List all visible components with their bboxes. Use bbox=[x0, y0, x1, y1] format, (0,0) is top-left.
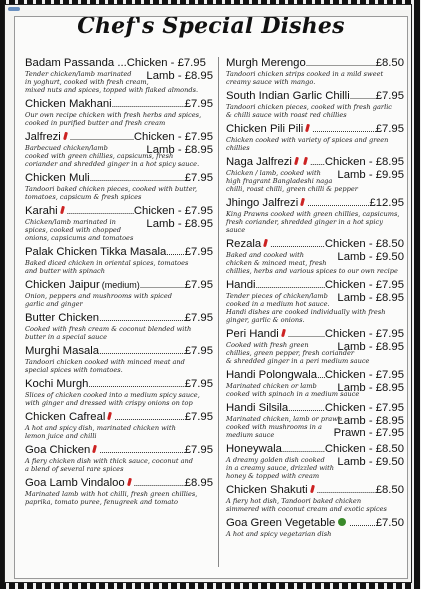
dish-name: Handi Polongwala bbox=[226, 369, 318, 381]
dish-price: £7.95 bbox=[184, 378, 213, 390]
leader-dots bbox=[166, 246, 184, 259]
menu-item bbox=[226, 123, 404, 152]
leader-dots bbox=[349, 517, 375, 530]
dish-description: coriander and shredded ginger in a hot spicy sauce. bbox=[25, 160, 200, 168]
dish-description: in yoghurt, cooked with fresh cream, bbox=[25, 78, 149, 86]
dish-description: Marinated chicken, lamb or prawn bbox=[226, 415, 343, 423]
dish-price: £7.95 bbox=[184, 279, 213, 291]
dish-price: £7.95 bbox=[184, 345, 213, 357]
dish-description: Chicken/lamb marinated in bbox=[25, 218, 116, 226]
dish-name: Kochi Murgh bbox=[25, 378, 89, 390]
dish-name: Goa Lamb Vindaloo bbox=[25, 477, 125, 489]
dish-name: Chicken Makhani bbox=[25, 98, 112, 110]
dish-description: mixed nuts and spices, topped with flaked almonds. bbox=[25, 86, 199, 94]
leader-dots bbox=[288, 328, 325, 341]
menu-item-header bbox=[25, 246, 213, 259]
menu-item-header bbox=[226, 156, 404, 169]
leader-dots bbox=[350, 90, 376, 103]
page-title: Chef's Special Dishes bbox=[77, 16, 345, 39]
dish-price: Chicken - £8.50 bbox=[324, 238, 404, 250]
column-divider bbox=[218, 57, 219, 567]
dish-name: Chicken Jaipur bbox=[25, 279, 100, 291]
menu-item-header bbox=[25, 172, 213, 185]
leader-dots bbox=[99, 345, 185, 358]
dish-description: A hot and spicy dish, marinated chicken with bbox=[25, 424, 176, 432]
dish-price-variant: Lamb - £9.50 bbox=[337, 456, 404, 468]
menu-item bbox=[226, 197, 404, 234]
menu-item bbox=[226, 279, 404, 324]
menu-item bbox=[226, 484, 404, 513]
menu-item bbox=[226, 517, 404, 538]
menu-page bbox=[14, 16, 408, 579]
menu-item-header bbox=[226, 123, 404, 136]
menu-item bbox=[25, 246, 213, 275]
right-column bbox=[226, 57, 404, 542]
dish-price: Chicken - £7.95 bbox=[133, 131, 213, 143]
dish-description: garlic and ginger bbox=[25, 300, 83, 308]
menu-item-header bbox=[25, 98, 213, 111]
dish-description: Tandoori chicken strips cooked in a mild sweet bbox=[226, 70, 384, 78]
dish-description: butter in a special sauce bbox=[25, 333, 107, 341]
dish-name: Jalfrezi bbox=[25, 131, 61, 143]
dish-description: onions, capsicums and tomatoes bbox=[25, 234, 134, 242]
dish-description: chillies, green pepper, fresh coriander bbox=[226, 349, 355, 357]
dish-price: Chicken - £8.95 bbox=[324, 156, 404, 168]
dish-name: Jhingo Jalfrezi bbox=[226, 197, 299, 209]
dish-name: Palak Chicken Tikka Masala bbox=[25, 246, 167, 258]
dish-description: Baked diced chicken in oriental spices, tomatoes bbox=[25, 259, 189, 267]
dish-description: honey & topped with cream bbox=[226, 472, 320, 480]
dish-description: chilli, roast chilli, green chilli & pepper bbox=[226, 185, 358, 193]
dish-description: A dreamy golden dish cooked bbox=[226, 456, 325, 464]
dish-price: Chicken - £7.95 bbox=[324, 369, 404, 381]
dish-name: Murghi Masala bbox=[25, 345, 100, 357]
dish-price: Chicken - £8.50 bbox=[324, 443, 404, 455]
leader-dots bbox=[90, 172, 185, 185]
chilli-icon bbox=[305, 124, 310, 132]
dish-description: a blend of several rare spices bbox=[25, 465, 124, 473]
menu-item bbox=[25, 131, 213, 168]
dish-price-variant: Lamb - £8.95 bbox=[337, 292, 404, 304]
chilli-icon bbox=[294, 157, 299, 165]
menu-item-header bbox=[226, 57, 404, 70]
menu-item bbox=[25, 411, 213, 440]
dish-price-variant: Lamb - £8.95 bbox=[146, 218, 213, 230]
leader-dots bbox=[70, 131, 134, 144]
chilli-icon bbox=[107, 412, 112, 420]
menu-frame bbox=[4, 4, 412, 583]
menu-item bbox=[25, 98, 213, 127]
dish-name: Butter Chicken bbox=[25, 312, 100, 324]
dish-name: Honeywala bbox=[226, 443, 282, 455]
leader-dots bbox=[317, 484, 376, 497]
menu-item bbox=[226, 156, 404, 193]
menu-item bbox=[226, 90, 404, 119]
dish-description: and butter with spinach bbox=[25, 267, 105, 275]
menu-item-header bbox=[25, 345, 213, 358]
leader-dots bbox=[317, 369, 325, 382]
dish-price-variant: Lamb - £8.95 bbox=[146, 144, 213, 156]
dish-description: Baked and cooked with bbox=[226, 251, 304, 259]
menu-item bbox=[226, 238, 404, 275]
dish-description: chicken & minced meat, fresh bbox=[226, 259, 327, 267]
dish-price: £7.95 bbox=[184, 444, 213, 456]
dish-price: £7.95 bbox=[375, 90, 404, 102]
dish-price: £7.95 bbox=[184, 98, 213, 110]
dish-name: Badam Passanda ...Chicken - £7.95 bbox=[25, 57, 206, 69]
dish-description: Tandoori baked chicken pieces, cooked with butter, bbox=[25, 185, 198, 193]
dish-price: Chicken - £7.95 bbox=[324, 402, 404, 414]
dish-description: Tandoori chicken cooked with minced meat and bbox=[25, 358, 185, 366]
menu-item-header bbox=[25, 131, 213, 144]
dish-description: A hot and spicy vegetarian dish bbox=[226, 530, 332, 538]
menu-item-header bbox=[226, 238, 404, 251]
dish-name: Rezala bbox=[226, 238, 262, 250]
menu-item-header bbox=[226, 402, 404, 415]
dish-price: £7.95 bbox=[184, 411, 213, 423]
dish-description: & chilli sauce with roast red chillies bbox=[226, 111, 347, 119]
leader-dots bbox=[270, 238, 325, 251]
dish-description: high fragrant Bangladeshi naga bbox=[226, 177, 333, 185]
dish-name: Handi bbox=[226, 279, 256, 291]
dish-description: Marinated lamb with hot chilli, fresh green chillies, bbox=[25, 490, 198, 498]
dish-description: with ginger and dressed with crispy onions on top bbox=[25, 399, 193, 407]
menu-item bbox=[25, 312, 213, 341]
dish-description: Slices of chicken cooked into a medium spicy sauce, bbox=[25, 391, 200, 399]
menu-item bbox=[25, 477, 213, 506]
menu-item-header bbox=[25, 411, 213, 424]
dish-price: £8.50 bbox=[375, 484, 404, 496]
menu-item-header bbox=[25, 279, 213, 292]
chilli-icon bbox=[281, 329, 286, 337]
chilli-icon bbox=[127, 478, 132, 486]
dish-price: £7.50 bbox=[375, 517, 404, 529]
menu-item-header bbox=[25, 312, 213, 325]
dish-name: Chicken Pili Pili bbox=[226, 123, 304, 135]
menu-item-header bbox=[25, 57, 213, 70]
dish-name: Handi Silsila bbox=[226, 402, 289, 414]
dish-description: ginger, garlic & onions. bbox=[226, 316, 305, 324]
dish-price-variant: Lamb - £9.95 bbox=[337, 169, 404, 181]
dish-name: Chicken Shakuti bbox=[226, 484, 308, 496]
dish-description: & shredded ginger in a peri medium sauce bbox=[226, 357, 370, 365]
dish-description: Chicken / lamb, cooked with bbox=[226, 169, 321, 177]
dish-price: £8.50 bbox=[375, 57, 404, 69]
menu-item-header bbox=[226, 279, 404, 292]
dish-description: Cooked with fresh green bbox=[226, 341, 309, 349]
leader-dots bbox=[134, 477, 185, 490]
dish-name: Karahi bbox=[25, 205, 58, 217]
menu-item bbox=[25, 57, 213, 94]
dish-name: South Indian Garlic Chilli bbox=[226, 90, 350, 102]
dish-description: medium sauce bbox=[226, 431, 275, 439]
leader-dots bbox=[282, 443, 325, 456]
left-column bbox=[25, 57, 213, 510]
leader-dots bbox=[99, 312, 185, 325]
dish-price: Chicken - £7.95 bbox=[324, 328, 404, 340]
dish-description: A fiery chicken dish with thick sauce, coconut and bbox=[25, 457, 194, 465]
dish-description: cooked with green chillies, capsicums, fresh bbox=[25, 152, 174, 160]
dish-name: Murgh Merengo bbox=[226, 57, 306, 69]
dish-description: chillies, herbs and various spices to our own recipe bbox=[226, 267, 398, 275]
chilli-icon bbox=[310, 485, 315, 493]
dish-description: Marinated chicken or lamb bbox=[226, 382, 317, 390]
dish-description: Onion, peppers and mushrooms with spiced bbox=[25, 292, 172, 300]
leader-dots bbox=[312, 123, 375, 136]
dish-description: Barbecued chicken/lamb bbox=[25, 144, 108, 152]
dish-price: Chicken - £7.95 bbox=[133, 205, 213, 217]
dish-modifier: (medium) bbox=[101, 280, 140, 290]
dish-description: cooked in a medium hot sauce. bbox=[226, 300, 330, 308]
dish-description: Handi dishes are cooked individually with fresh bbox=[226, 308, 386, 316]
menu-item-header bbox=[25, 477, 213, 490]
menu-item-header bbox=[226, 517, 404, 530]
dish-description: Cooked with fresh cream & coconut blended with bbox=[25, 325, 192, 333]
chilli-icon bbox=[92, 445, 97, 453]
dish-description: A fiery hot dish, Tandoori baked chicken bbox=[226, 497, 362, 505]
leader-dots bbox=[307, 197, 369, 210]
dish-description: simmered with coconut cream and exotic spices bbox=[226, 505, 387, 513]
dish-description: Chicken cooked with variety of spices and green chillies bbox=[226, 136, 389, 152]
menu-item bbox=[226, 402, 404, 439]
vegetarian-icon bbox=[338, 518, 346, 526]
dish-description: in a creamy sauce, drizzled with bbox=[226, 464, 334, 472]
menu-item bbox=[25, 378, 213, 407]
dish-name: Peri Handi bbox=[226, 328, 279, 340]
dish-description: spices, cooked with chopped bbox=[25, 226, 121, 234]
menu-item bbox=[226, 328, 404, 365]
dish-description: lemon juice and chilli bbox=[25, 432, 97, 440]
dish-description: special spices with tomatoes. bbox=[25, 366, 123, 374]
dish-description: Tender pieces of chicken/lamb bbox=[226, 292, 328, 300]
leader-dots bbox=[112, 98, 185, 111]
dish-price-variant: Lamb - £8.95 bbox=[337, 382, 404, 394]
menu-item-header bbox=[226, 443, 404, 456]
dish-price: £7.95 bbox=[184, 246, 213, 258]
dish-description: creamy sauce with mango. bbox=[226, 78, 316, 86]
chilli-icon bbox=[300, 198, 305, 206]
dish-price: £12.95 bbox=[369, 197, 404, 209]
menu-item-header bbox=[226, 197, 404, 210]
dish-description: cooked with mushrooms in a bbox=[226, 423, 322, 431]
menu-item bbox=[25, 279, 213, 308]
menu-item-header bbox=[226, 90, 404, 103]
dish-price: £7.95 bbox=[184, 172, 213, 184]
dish-price-variant: Lamb - £8.95 bbox=[146, 70, 213, 82]
dish-price-variant: Lamb - £9.50 bbox=[337, 251, 404, 263]
dish-name: Goa Chicken bbox=[25, 444, 91, 456]
dish-description: paprika, tomato puree, fenugreek and tomato bbox=[25, 498, 178, 506]
dish-description: Our own recipe chicken with fresh herbs and spices, bbox=[25, 111, 202, 119]
menu-item-header bbox=[226, 369, 404, 382]
leader-dots bbox=[288, 402, 325, 415]
dish-description: cooked with spinach in a medium sauce bbox=[226, 390, 360, 398]
leader-dots bbox=[256, 279, 325, 292]
leader-dots bbox=[114, 411, 184, 424]
leader-dots bbox=[88, 378, 184, 391]
dish-price-variant: Prawn - £7.95 bbox=[333, 427, 404, 439]
menu-item bbox=[25, 205, 213, 242]
menu-item bbox=[25, 172, 213, 201]
chilli-icon bbox=[303, 157, 308, 165]
dish-name: Naga Jalfrezi bbox=[226, 156, 292, 168]
dish-description: Tandoori chicken pieces, cooked with fresh garlic bbox=[226, 103, 392, 111]
menu-item-header bbox=[25, 444, 213, 457]
dish-price: Chicken - £7.95 bbox=[324, 279, 404, 291]
dish-name: Chicken Muli bbox=[25, 172, 90, 184]
menu-item bbox=[226, 369, 404, 398]
dish-price: £8.95 bbox=[184, 477, 213, 489]
leader-dots bbox=[306, 57, 376, 70]
dish-description: tomatoes, capsicum & fresh spices bbox=[25, 193, 142, 201]
ink-mark bbox=[8, 7, 20, 11]
dish-description: cooked in purified butter and fresh cream bbox=[25, 119, 166, 127]
dish-name: Chicken Cafreal bbox=[25, 411, 106, 423]
leader-dots bbox=[99, 444, 184, 457]
menu-item bbox=[25, 345, 213, 374]
chilli-icon bbox=[263, 239, 268, 247]
menu-item-header bbox=[25, 378, 213, 391]
menu-item bbox=[226, 57, 404, 86]
dish-price: £7.95 bbox=[184, 312, 213, 324]
menu-item bbox=[25, 444, 213, 473]
dish-price-variant: Lamb - £8.95 bbox=[337, 415, 404, 427]
menu-item-header bbox=[25, 205, 213, 218]
menu-item-header bbox=[226, 328, 404, 341]
leader-dots bbox=[67, 205, 134, 218]
dish-price-variant: Lamb - £8.95 bbox=[337, 341, 404, 353]
chilli-icon bbox=[63, 132, 68, 140]
chilli-icon bbox=[60, 206, 65, 214]
dish-name: Goa Green Vegetable bbox=[226, 517, 336, 529]
dish-description: King Prawns cooked with green chillies, capsicums, bbox=[226, 210, 400, 218]
menu-item-header bbox=[226, 484, 404, 497]
leader-dots bbox=[310, 156, 325, 169]
dish-price: £7.95 bbox=[375, 123, 404, 135]
menu-item bbox=[226, 443, 404, 480]
dish-description: fresh coriander, shredded ginger in a hot spicy sauce bbox=[226, 218, 383, 234]
dish-description: Tender chicken/lamb marinated bbox=[25, 70, 132, 78]
leader-dots bbox=[140, 279, 185, 292]
